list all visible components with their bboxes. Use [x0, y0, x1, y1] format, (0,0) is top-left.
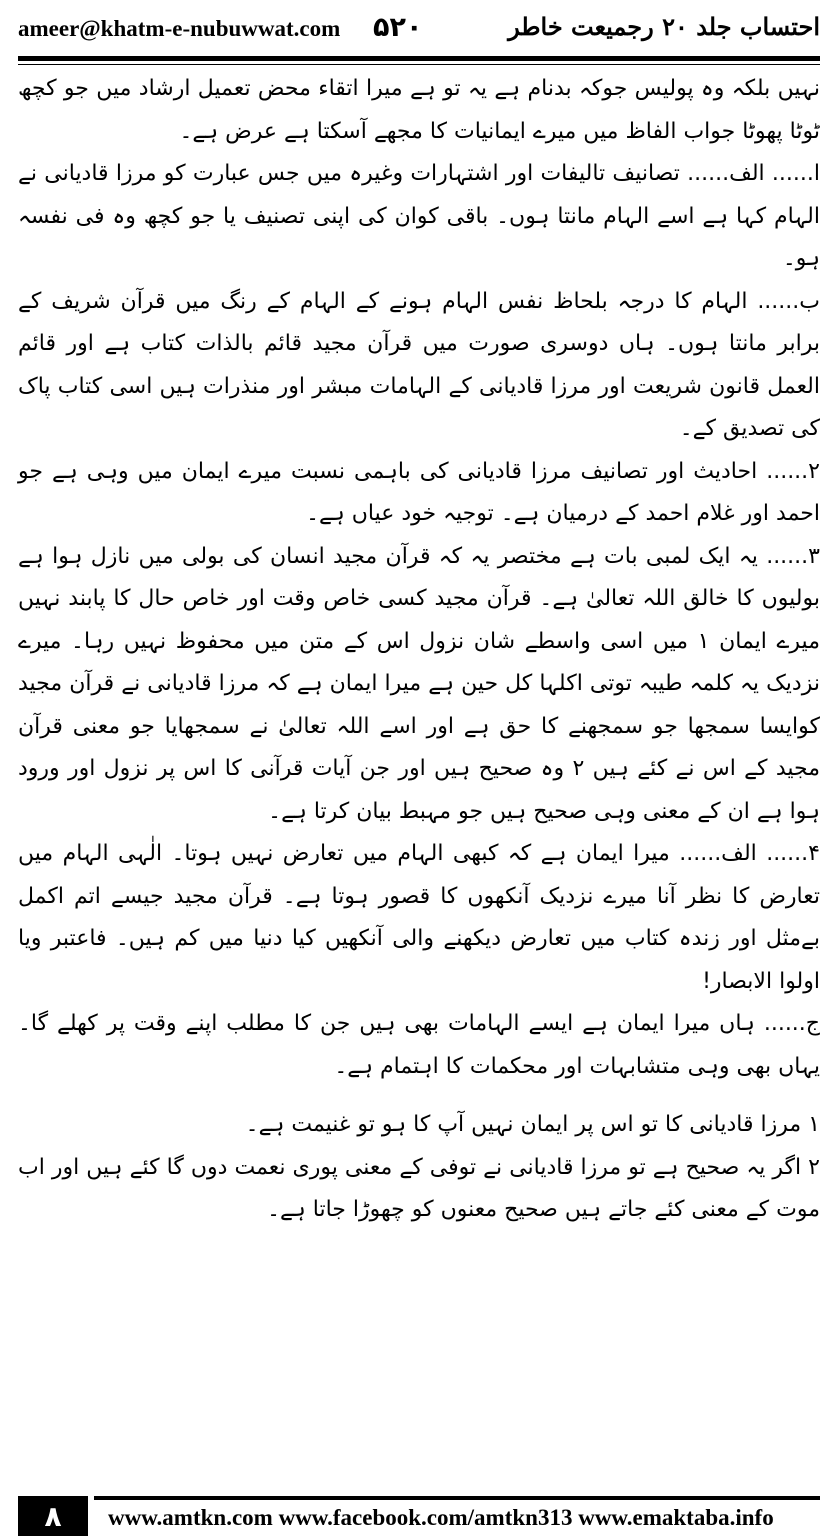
- paragraph-4-alif: ۴...... الف...... میرا ایمان ہے کہ کبھی الہام میں تعارض نہیں ہوتا۔ الٰہی الہام میں تعارض کا نظر آنا میرے نزدیک آنکھوں کا قصور ہوتا ہے۔ قرآن مجید جیسے اتم اکمل بےمثل اور زندہ کتاب میں تعارض دیکھنے والی آنکھیں کیا دنیا میں کم ہیں۔ فاعتبر ویا اولوا الابصار!: [18, 841, 820, 994]
- paragraph-intro: نہیں بلکہ وہ پولیس جوکہ بدنام ہے یہ تو ہے میرا اتقاء محض تعمیل ارشاد میں جو کچھ ٹوٹا پھوٹا جواب الفاظ میں میرے ایمانیات کا مجھے آسکتا ہے عرض ہے۔: [18, 76, 820, 144]
- paragraph-1-be: ب...... الہام کا درجہ بلحاظ نفس الہام ہونے کے الہام کے رنگ میں قرآن شریف کے برابر مانتا ہوں۔ ہاں دوسری صورت میں قرآن مجید قائم بالذات کتاب ہے اور قائم العمل قانون شریعت اور مرزا قادیانی کے الہامات مبشر اور منذرات ہیں اسی کتاب پاک کی تصدیق کے۔: [18, 288, 820, 441]
- footer-page-box: ۸: [18, 1496, 88, 1536]
- paragraph-3: ۳...... یہ ایک لمبی بات ہے مختصر یہ کہ قرآن مجید انسان کی بولی میں نازل ہوا ہے بولیوں کا خالق اللہ تعالیٰ ہے۔ قرآن مجید کسی خاص وقت اور خاص حال کا پابند نہیں میرے ایمان ۱ میں اسی واسطے شان نزول اس کے متن میں محفوظ نہیں رہا۔ میرے نزدیک یہ کلمہ طیبہ توتی اکلہا کل حین ہے میرا ایمان ہے کہ مرزا قادیانی نے قرآن مجید کوایسا سمجھا جو سمجھنے کا حق ہے اور اسے اللہ تعالیٰ نے سمجھایا جو معنی قرآن مجید کے اس نے کئے ہیں ۲ وہ صحیح ہیں اور جن آیات قرآنی کا اس پر نزول اور ورود ہوا ہے ان کے معنی وہی صحیح ہیں جو مہبط بیان کرتا ہے۔: [18, 543, 820, 824]
- page-number: ۵۲۰: [373, 12, 423, 43]
- footnote-2: ۲ اگر یہ صحیح ہے تو مرزا قادیانی نے توفی کے معنی پوری نعمت دوں گا کئے ہیں اور اب موت کے معنی کئے جاتے ہیں صحیح معنوں کو چھوڑا جاتا ہے۔: [18, 1154, 820, 1222]
- footer-rule: [94, 1496, 820, 1500]
- header-rule-thick: [18, 56, 820, 61]
- page-header: [18, 6, 820, 52]
- header-email: ameer@khatm-e-nubuwwat.com: [18, 16, 341, 41]
- paragraph-1-alif: ا...... الف...... تصانیف تالیفات اور اشتہارات وغیرہ میں جس عبارت کو مرزا قادیانی نے الہام کہا ہے اسے الہام مانتا ہوں۔ باقی کوان کی اپنی تصنیف یا جو کچھ وہ فی نفسہ ہو۔: [18, 161, 820, 271]
- paragraph-4-jeem: ج...... ہاں میرا ایمان ہے ایسے الہامات بھی ہیں جن کا مطلب اپنے وقت پر کھلے گا۔ یہاں بھی وہی متشابہات اور محکمات کا اہتمام ہے۔: [18, 1011, 820, 1079]
- footnote-1: ۱ مرزا قادیانی کا تو اس پر ایمان نہیں آپ کا ہو تو غنیمت ہے۔: [245, 1112, 820, 1137]
- page-body: [18, 68, 820, 1448]
- page-footer: [18, 1496, 820, 1536]
- footer-links: www.amtkn.com www.facebook.com/amtkn313 www.emaktaba.info: [108, 1505, 774, 1530]
- book-title: احتساب جلد ۲۰ رجمیعت خاطر: [508, 12, 820, 41]
- footnote-gap: [18, 1088, 820, 1104]
- header-rule-thin: [18, 64, 820, 65]
- paragraph-2: ۲...... احادیث اور تصانیف مرزا قادیانی کی باہمی نسبت میرے ایمان میں وہی ہے جو احمد اور غلام احمد کے درمیان ہے۔ توجیہ خود عیاں ہے۔: [18, 458, 820, 526]
